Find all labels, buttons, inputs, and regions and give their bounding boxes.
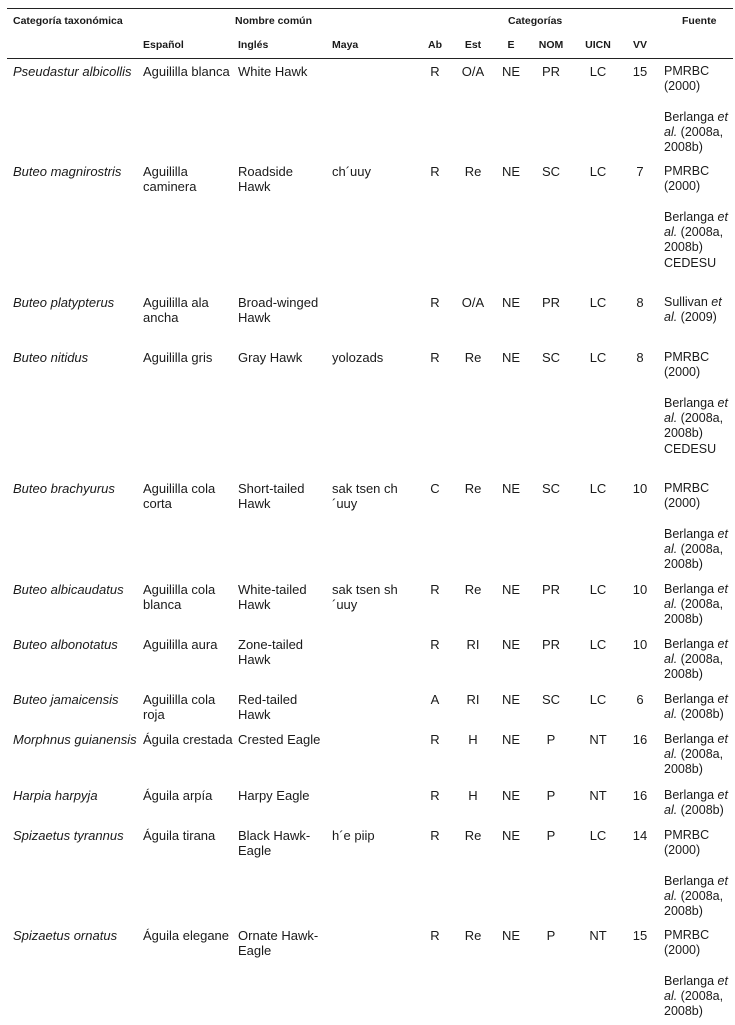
ref-author: Sullivan [664,295,712,309]
ref-year: (2008b) [677,803,724,817]
ref-year: (2008a, 2008b) [664,989,724,1018]
cell-fuente [664,582,734,627]
header-fuente: Fuente [682,15,717,27]
cell-vv: 15 [632,928,648,943]
ref-author: CEDESU [664,256,717,270]
ref-author: Berlanga [664,582,718,596]
cell-ab: R [430,582,440,597]
ref-year: (2009) [677,310,717,324]
header-categoria: Categoría taxonómica [13,15,123,27]
cell-ab: R [430,637,440,652]
top-rule [7,8,733,9]
cell-est: Re [464,828,482,843]
cell-fuente [664,732,734,777]
cell-es: Aguililla caminera [143,164,197,194]
cell-sci: Spizaetus tyrannus [13,828,124,843]
ref-etal: et al. [664,788,728,817]
ref-etal: et al. [664,732,728,761]
cell-fuente [664,527,734,572]
cell-e: NE [501,481,521,496]
ref-etal: et al. [664,210,728,239]
cell-uicn: LC [589,164,607,179]
cell-es: Aguililla cola blanca [143,582,216,612]
cell-en: Short-tailed Hawk [238,481,305,511]
cell-e: NE [501,828,521,843]
cell-fuente [664,295,734,325]
ref-author: Berlanga [664,110,718,124]
cell-en: Zone-tailed Hawk [238,637,304,667]
cell-sci: Spizaetus ornatus [13,928,118,943]
header-nombre-comun: Nombre común [235,15,313,27]
ref-etal: et al. [664,874,728,903]
cell-ab: A [430,692,440,707]
ref-author: PMRBC (2000) [664,928,710,957]
ref-year: (2008a, 2008b) [664,411,724,440]
ref-author: Berlanga [664,210,718,224]
ref-year: (2008a, 2008b) [664,225,724,254]
ref-year: (2008a, 2008b) [664,747,724,776]
cell-nom: PR [541,64,561,79]
header-espanol: Español [143,39,184,51]
cell-fuente [664,110,734,155]
cell-e: NE [501,582,521,597]
cell-sci: Buteo magnirostris [13,164,122,179]
cell-est: RI [466,692,480,707]
cell-vv: 8 [636,295,644,310]
cell-sci: Pseudastur albicollis [13,64,132,79]
cell-ab: R [430,64,440,79]
cell-uicn: LC [589,582,607,597]
ref-author: CEDESU [664,442,717,456]
cell-nom: P [546,788,556,803]
cell-es: Aguililla cola corta [143,481,216,511]
cell-vv: 6 [636,692,644,707]
cell-en: Gray Hawk [238,350,303,365]
cell-uicn: LC [589,295,607,310]
cell-es: Águila arpía [143,788,213,803]
ref-author: Berlanga [664,788,718,802]
ref-author: PMRBC (2000) [664,350,710,379]
cell-sci: Buteo brachyurus [13,481,115,496]
cell-fuente [664,637,734,682]
cell-fuente [664,396,734,441]
cell-sci: Buteo albicaudatus [13,582,124,597]
cell-ab: R [430,164,440,179]
cell-fuente [664,692,734,722]
cell-nom: P [546,732,556,747]
cell-ab: R [430,732,440,747]
cell-ab: R [430,828,440,843]
cell-es: Aguililla cola roja [143,692,216,722]
cell-nom: P [546,828,556,843]
cell-nom: PR [541,637,561,652]
cell-es: Aguililla aura [143,637,218,652]
cell-fuente [664,788,734,818]
cell-e: NE [501,350,521,365]
cell-en: Crested Eagle [238,732,321,747]
cell-en: White-tailed Hawk [238,582,307,612]
cell-es: Águila crestada [143,732,233,747]
cell-en: Red-tailed Hawk [238,692,298,722]
cell-sci: Buteo platypterus [13,295,115,310]
cell-vv: 10 [632,637,648,652]
cell-e: NE [501,928,521,943]
header-e: E [507,39,515,51]
cell-e: NE [501,788,521,803]
cell-e: NE [501,164,521,179]
cell-uicn: LC [589,350,607,365]
cell-uicn: LC [589,637,607,652]
cell-sci: Morphnus guianensis [13,732,137,747]
cell-fuente [664,256,734,271]
ref-year: (2008a, 2008b) [664,542,724,571]
ref-author: Berlanga [664,396,718,410]
cell-e: NE [501,64,521,79]
ref-author: Berlanga [664,692,718,706]
cell-vv: 14 [632,828,648,843]
cell-est: Re [464,164,482,179]
cell-fuente [664,974,734,1019]
ref-author: Berlanga [664,874,718,888]
cell-vv: 10 [632,582,648,597]
cell-es: Águila tirana [143,828,216,843]
ref-author: PMRBC (2000) [664,481,710,510]
cell-uicn: LC [589,692,607,707]
cell-nom: PR [541,582,561,597]
ref-etal: et al. [664,637,728,666]
header-ingles: Inglés [238,39,269,51]
cell-fuente [664,350,734,380]
cell-est: H [468,788,478,803]
ref-author: PMRBC (2000) [664,164,710,193]
ref-year: (2008a, 2008b) [664,597,724,626]
header-rule [7,58,733,59]
cell-uicn: NT [589,788,607,803]
header-nom: NOM [538,39,564,51]
cell-est: H [468,732,478,747]
ref-etal: et al. [664,527,728,556]
cell-est: O/A [461,295,485,310]
cell-ab: C [430,481,440,496]
cell-ab: R [430,295,440,310]
cell-uicn: NT [589,732,607,747]
cell-vv: 8 [636,350,644,365]
header-categorias: Categorías [508,15,563,27]
cell-vv: 7 [636,164,644,179]
cell-en: Broad-winged Hawk [238,295,319,325]
cell-uicn: NT [589,928,607,943]
cell-est: Re [464,928,482,943]
ref-author: Berlanga [664,527,718,541]
ref-etal: et al. [664,396,728,425]
cell-est: Re [464,350,482,365]
cell-es: Aguililla ala ancha [143,295,209,325]
header-maya: Maya [332,39,359,51]
cell-maya: ch´uuy [332,164,372,179]
cell-en: Harpy Eagle [238,788,310,803]
ref-author: Berlanga [664,732,718,746]
cell-sci: Harpia harpyja [13,788,98,803]
header-est: Est [464,39,482,51]
cell-maya: sak tsen ch´uuy [332,481,398,511]
cell-fuente [664,828,734,858]
ref-etal: et al. [664,692,728,721]
header-ab: Ab [428,39,442,51]
cell-est: RI [466,637,480,652]
cell-ab: R [430,788,440,803]
cell-maya: h´e piip [332,828,375,843]
cell-en: Roadside Hawk [238,164,293,194]
cell-maya: yolozads [332,350,384,365]
cell-nom: SC [541,350,561,365]
ref-etal: et al. [664,110,728,139]
cell-uicn: LC [589,64,607,79]
cell-uicn: LC [589,481,607,496]
ref-etal: et al. [664,582,728,611]
ref-author: Berlanga [664,974,718,988]
cell-fuente [664,64,734,94]
cell-est: O/A [461,64,485,79]
cell-en: Ornate Hawk-Eagle [238,928,319,958]
cell-ab: R [430,928,440,943]
cell-ab: R [430,350,440,365]
cell-nom: PR [541,295,561,310]
ref-author: PMRBC (2000) [664,64,710,93]
cell-vv: 16 [632,732,648,747]
cell-fuente [664,874,734,919]
cell-uicn: LC [589,828,607,843]
cell-vv: 15 [632,64,648,79]
ref-year: (2008a, 2008b) [664,652,724,681]
cell-maya: sak tsen sh´uuy [332,582,398,612]
cell-fuente [664,928,734,958]
cell-e: NE [501,295,521,310]
cell-e: NE [501,637,521,652]
cell-es: Águila elegane [143,928,230,943]
ref-author: PMRBC (2000) [664,828,710,857]
header-uicn: UICN [585,39,611,51]
header-vv: VV [632,39,647,51]
cell-fuente [664,210,734,255]
cell-e: NE [501,692,521,707]
cell-en: White Hawk [238,64,308,79]
cell-fuente [664,481,734,511]
ref-year: (2008b) [677,707,724,721]
cell-vv: 16 [632,788,648,803]
ref-etal: et al. [664,974,728,1003]
cell-es: Aguililla blanca [143,64,230,79]
ref-author: Berlanga [664,637,718,651]
ref-year: (2008a, 2008b) [664,125,724,154]
ref-etal: et al. [664,295,722,324]
ref-year: (2008a, 2008b) [664,889,724,918]
cell-nom: SC [541,481,561,496]
cell-fuente [664,164,734,194]
cell-sci: Buteo nitidus [13,350,89,365]
cell-fuente [664,442,734,457]
cell-nom: SC [541,164,561,179]
cell-es: Aguililla gris [143,350,213,365]
cell-est: Re [464,481,482,496]
cell-vv: 10 [632,481,648,496]
cell-sci: Buteo albonotatus [13,637,118,652]
cell-est: Re [464,582,482,597]
cell-en: Black Hawk-Eagle [238,828,311,858]
cell-nom: P [546,928,556,943]
cell-nom: SC [541,692,561,707]
cell-e: NE [501,732,521,747]
cell-sci: Buteo jamaicensis [13,692,119,707]
